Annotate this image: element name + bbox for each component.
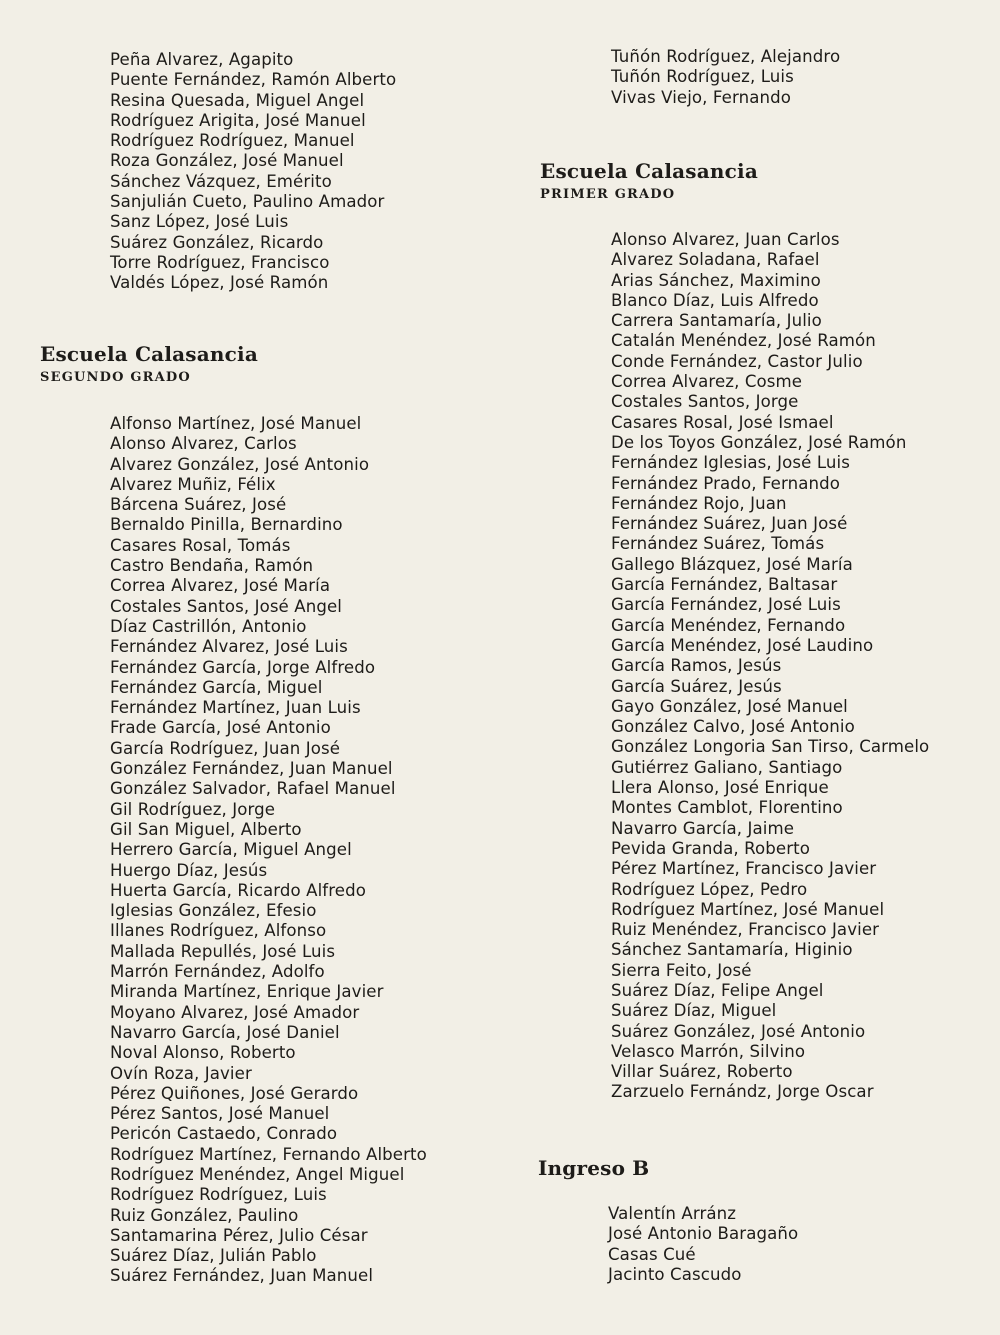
name-entry: Puente Fernández, Ramón Alberto <box>110 70 397 90</box>
name-entry: Pérez Martínez, Francisco Javier <box>611 859 877 879</box>
name-entry: Díaz Castrillón, Antonio <box>110 616 307 636</box>
name-entry: Santamarina Pérez, Julio César <box>110 1225 368 1245</box>
section-heading: Escuela Calasancia <box>540 159 758 183</box>
left-top-name-list <box>110 50 396 294</box>
name-entry: Correa Alvarez, Cosme <box>611 372 803 392</box>
name-entry: Conde Fernández, Castor Julio <box>611 351 863 371</box>
name-entry: Rodríguez Martínez, Fernando Alberto <box>110 1144 427 1164</box>
primer-grado-section <box>540 159 758 202</box>
name-entry: Velasco Marrón, Silvino <box>611 1041 806 1061</box>
name-entry: Alonso Alvarez, Juan Carlos <box>611 230 840 249</box>
name-entry: Costales Santos, Jorge <box>611 392 799 412</box>
name-entry: Illanes Rodríguez, Alfonso <box>110 921 327 941</box>
name-entry: Ovín Roza, Javier <box>110 1063 252 1083</box>
name-entry: Carrera Santamaría, Julio <box>611 311 822 331</box>
name-entry: Roza González, José Manuel <box>110 151 344 171</box>
name-entry: García Menéndez, Fernando <box>611 615 846 635</box>
segundo-grado-name-list <box>110 414 427 1287</box>
name-entry: González Calvo, José Antonio <box>611 717 855 737</box>
name-entry: García Menéndez, José Laudino <box>611 635 874 655</box>
name-entry: García Rodríguez, Juan José <box>110 738 341 758</box>
section-subheading: SEGUNDO GRADO <box>40 370 191 385</box>
name-entry: Gayo González, José Manuel <box>611 696 848 716</box>
name-entry: Alvarez Soladana, Rafael <box>611 250 820 270</box>
name-entry: Sanjulián Cueto, Paulino Amador <box>110 192 385 212</box>
name-entry: Huerta García, Ricardo Alfredo <box>110 880 366 900</box>
name-entry: Tuñón Rodríguez, Alejandro <box>611 47 841 66</box>
name-entry: Rodríguez López, Pedro <box>611 879 808 899</box>
name-entry: Gutiérrez Galiano, Santiago <box>611 757 843 777</box>
name-entry: Rodríguez Rodríguez, Manuel <box>110 131 355 151</box>
name-entry: Fernández Prado, Fernando <box>611 473 841 493</box>
name-entry: Llera Alonso, José Enrique <box>611 778 829 798</box>
name-entry: Fernández Rojo, Juan <box>611 493 787 513</box>
name-entry: Montes Camblot, Florentino <box>611 798 843 818</box>
name-entry: Suárez Díaz, Julián Pablo <box>110 1246 317 1266</box>
name-entry: Fernández Martínez, Juan Luis <box>110 698 361 718</box>
name-entry: Alfonso Martínez, José Manuel <box>110 414 362 433</box>
name-entry: Alvarez González, José Antonio <box>110 454 370 474</box>
name-entry: Resina Quesada, Miguel Angel <box>110 90 365 110</box>
name-entry: Zarzuelo Fernándz, Jorge Oscar <box>611 1082 874 1102</box>
name-entry: Sierra Feito, José <box>611 960 752 980</box>
name-entry: Castro Bendaña, Ramón <box>110 556 314 576</box>
name-entry: Navarro García, Jaime <box>611 818 795 838</box>
name-entry: Ruiz Menéndez, Francisco Javier <box>611 920 880 940</box>
name-entry: Pérez Santos, José Manuel <box>110 1104 330 1124</box>
segundo-grado-section <box>40 342 258 385</box>
name-entry: Iglesias González, Efesio <box>110 901 317 921</box>
name-entry: Casares Rosal, Tomás <box>110 535 291 555</box>
name-entry: González Longoria San Tirso, Carmelo <box>611 737 930 757</box>
name-entry: Ruiz González, Paulino <box>110 1205 299 1225</box>
right-top-name-list <box>611 47 840 108</box>
name-entry: Correa Alvarez, José María <box>110 576 331 596</box>
name-entry: Arias Sánchez, Maximino <box>611 270 821 290</box>
name-entry: Costales Santos, José Angel <box>110 596 342 616</box>
name-entry: Mallada Repullés, José Luis <box>110 941 336 961</box>
name-entry: Pevida Granda, Roberto <box>611 838 811 858</box>
name-entry: Suárez Fernández, Juan Manuel <box>110 1266 374 1286</box>
name-entry: Suárez González, José Antonio <box>611 1021 866 1041</box>
name-entry: Gil Rodríguez, Jorge <box>110 799 276 819</box>
name-entry: Fernández Suárez, Juan José <box>611 514 848 534</box>
name-entry: Villar Suárez, Roberto <box>611 1062 793 1082</box>
name-entry: Valentín Arránz <box>608 1204 737 1223</box>
name-entry: Sanz López, José Luis <box>110 212 289 232</box>
name-entry: Valdés López, José Ramón <box>110 273 329 293</box>
section-heading: Escuela Calasancia <box>40 342 258 366</box>
name-entry: José Antonio Baragaño <box>608 1224 799 1244</box>
name-entry: García Suárez, Jesús <box>611 676 782 696</box>
name-entry: Catalán Menéndez, José Ramón <box>611 331 876 351</box>
name-entry: Noval Alonso, Roberto <box>110 1043 296 1063</box>
name-entry: Rodríguez Rodríguez, Luis <box>110 1185 327 1205</box>
name-entry: Bárcena Suárez, José <box>110 495 287 515</box>
name-entry: García Fernández, Baltasar <box>611 575 838 595</box>
name-entry: González Fernández, Juan Manuel <box>110 759 393 779</box>
name-entry: Fernández García, Jorge Alfredo <box>110 657 376 677</box>
name-entry: Rodríguez Martínez, José Manuel <box>611 899 885 919</box>
name-entry: Fernández Suárez, Tomás <box>611 534 825 554</box>
name-entry: Huergo Díaz, Jesús <box>110 860 268 880</box>
name-entry: Alvarez Muñiz, Félix <box>110 474 276 494</box>
name-entry: Miranda Martínez, Enrique Javier <box>110 982 384 1002</box>
name-entry: Pérez Quiñones, José Gerardo <box>110 1083 359 1103</box>
name-entry: Jacinto Cascudo <box>608 1264 742 1284</box>
name-entry: Herrero García, Miguel Angel <box>110 840 352 860</box>
name-entry: García Fernández, José Luis <box>611 595 841 615</box>
name-entry: Bernaldo Pinilla, Bernardino <box>110 515 343 535</box>
name-entry: Moyano Alvarez, José Amador <box>110 1002 360 1022</box>
name-entry: Suárez González, Ricardo <box>110 232 324 252</box>
name-entry: Tuñón Rodríguez, Luis <box>611 67 794 87</box>
name-entry: Fernández García, Miguel <box>110 677 323 697</box>
name-entry: Sánchez Vázquez, Emérito <box>110 171 332 191</box>
name-entry: Gil San Miguel, Alberto <box>110 819 302 839</box>
name-entry: Rodríguez Arigita, José Manuel <box>110 110 366 130</box>
section-heading: Ingreso B <box>538 1156 650 1180</box>
name-entry: Casares Rosal, José Ismael <box>611 412 834 432</box>
name-entry: Fernández Iglesias, José Luis <box>611 453 850 473</box>
name-entry: Sánchez Santamaría, Higinio <box>611 940 853 960</box>
name-entry: Alonso Alvarez, Carlos <box>110 434 297 454</box>
ingreso-b-section <box>538 1156 649 1180</box>
ingreso-b-name-list <box>608 1204 798 1285</box>
name-entry: Fernández Alvarez, José Luis <box>110 637 348 657</box>
name-entry: Rodríguez Menéndez, Angel Miguel <box>110 1164 405 1184</box>
name-entry: Suárez Díaz, Miguel <box>611 1001 777 1021</box>
name-entry: De los Toyos González, José Ramón <box>611 432 907 452</box>
name-entry: Vivas Viejo, Fernando <box>611 87 791 107</box>
name-entry: Gallego Blázquez, José María <box>611 554 853 574</box>
name-entry: García Ramos, Jesús <box>611 656 782 676</box>
name-entry: Casas Cué <box>608 1244 696 1264</box>
name-entry: Frade García, José Antonio <box>110 718 331 738</box>
name-entry: Torre Rodríguez, Francisco <box>110 252 330 272</box>
name-entry: Marrón Fernández, Adolfo <box>110 962 325 982</box>
name-entry: Blanco Díaz, Luis Alfredo <box>611 290 819 310</box>
name-entry: González Salvador, Rafael Manuel <box>110 779 396 799</box>
name-entry: Navarro García, José Daniel <box>110 1022 340 1042</box>
section-subheading: PRIMER GRADO <box>540 187 676 202</box>
primer-grado-name-list <box>611 230 929 1103</box>
name-entry: Peña Alvarez, Agapito <box>110 50 294 69</box>
name-entry: Suárez Díaz, Felipe Angel <box>611 980 824 1000</box>
name-entry: Pericón Castaedo, Conrado <box>110 1124 338 1144</box>
